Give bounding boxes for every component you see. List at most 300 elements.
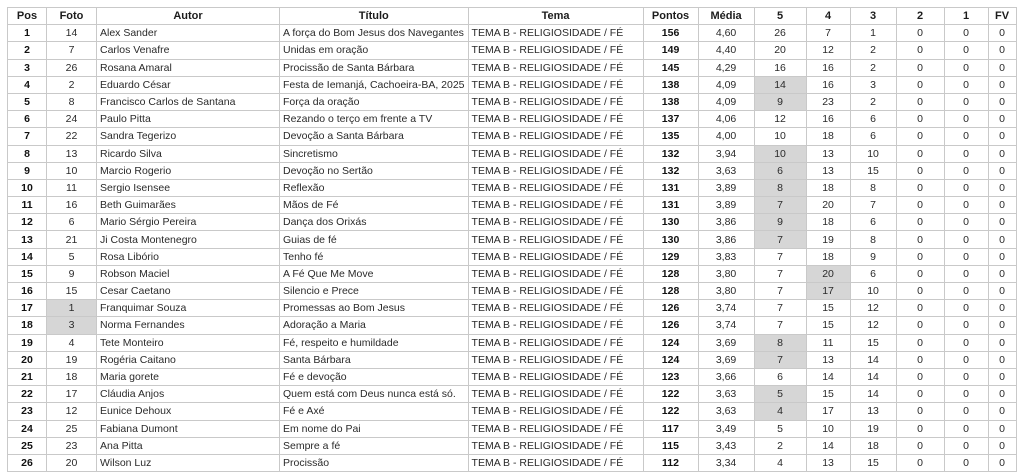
cell-titulo: Dança dos Orixás [280,214,469,231]
cell-votes-3: 6 [850,111,896,128]
cell-autor: Ana Pitta [97,437,280,454]
cell-votes-5: 4 [754,454,806,471]
cell-tema: TEMA B - RELIGIOSIDADE / FÉ [468,42,643,59]
cell-autor: Marcio Rogerio [97,162,280,179]
cell-votes-5: 5 [754,386,806,403]
cell-fv: 0 [988,300,1016,317]
col-header-titulo: Título [280,8,469,25]
cell-pos: 19 [8,334,47,351]
cell-autor: Robson Maciel [97,265,280,282]
cell-pos: 15 [8,265,47,282]
cell-votes-3: 8 [850,179,896,196]
table-row [8,420,1017,437]
cell-votes-4: 20 [806,197,850,214]
cell-votes-1: 0 [944,145,988,162]
cell-pontos: 124 [643,351,698,368]
cell-autor: Maria gorete [97,368,280,385]
cell-votes-1: 0 [944,248,988,265]
table-row [8,300,1017,317]
cell-votes-3: 12 [850,300,896,317]
cell-titulo: A Fé Que Me Move [280,265,469,282]
cell-pontos: 129 [643,248,698,265]
cell-tema: TEMA B - RELIGIOSIDADE / FÉ [468,317,643,334]
cell-fv: 0 [988,42,1016,59]
cell-media: 3,66 [698,368,754,385]
col-header-pontos: Pontos [643,8,698,25]
cell-tema: TEMA B - RELIGIOSIDADE / FÉ [468,454,643,471]
cell-autor: Wilson Luz [97,454,280,471]
cell-foto: 15 [47,283,97,300]
cell-votes-5: 8 [754,334,806,351]
cell-votes-3: 14 [850,386,896,403]
cell-foto: 14 [47,25,97,42]
table-row [8,437,1017,454]
cell-votes-1: 0 [944,42,988,59]
cell-foto: 7 [47,42,97,59]
table-row [8,454,1017,471]
cell-pos: 23 [8,403,47,420]
cell-votes-2: 0 [896,128,944,145]
table-row [8,145,1017,162]
cell-pos: 26 [8,454,47,471]
cell-votes-4: 16 [806,76,850,93]
table-row [8,386,1017,403]
cell-fv: 0 [988,265,1016,282]
cell-votes-1: 0 [944,283,988,300]
cell-votes-2: 0 [896,179,944,196]
cell-votes-3: 6 [850,265,896,282]
cell-pos: 8 [8,145,47,162]
cell-votes-2: 0 [896,42,944,59]
cell-fv: 0 [988,128,1016,145]
cell-tema: TEMA B - RELIGIOSIDADE / FÉ [468,93,643,110]
cell-pontos: 130 [643,214,698,231]
cell-media: 3,63 [698,403,754,420]
cell-tema: TEMA B - RELIGIOSIDADE / FÉ [468,231,643,248]
cell-votes-2: 0 [896,403,944,420]
cell-tema: TEMA B - RELIGIOSIDADE / FÉ [468,420,643,437]
cell-votes-2: 0 [896,317,944,334]
cell-votes-5: 7 [754,317,806,334]
cell-media: 3,49 [698,420,754,437]
cell-foto: 10 [47,162,97,179]
cell-pos: 22 [8,386,47,403]
header-row [8,8,1017,25]
cell-media: 3,94 [698,145,754,162]
cell-votes-3: 2 [850,42,896,59]
cell-votes-3: 14 [850,368,896,385]
cell-autor: Eunice Dehoux [97,403,280,420]
table-row [8,283,1017,300]
cell-votes-3: 7 [850,197,896,214]
cell-pontos: 122 [643,403,698,420]
cell-tema: TEMA B - RELIGIOSIDADE / FÉ [468,197,643,214]
cell-votes-2: 0 [896,300,944,317]
cell-votes-1: 0 [944,128,988,145]
cell-pos: 6 [8,111,47,128]
table-row [8,351,1017,368]
cell-autor: Alex Sander [97,25,280,42]
cell-autor: Ji Costa Montenegro [97,231,280,248]
cell-titulo: Unidas em oração [280,42,469,59]
cell-pos: 2 [8,42,47,59]
cell-tema: TEMA B - RELIGIOSIDADE / FÉ [468,179,643,196]
cell-fv: 0 [988,420,1016,437]
cell-pontos: 115 [643,437,698,454]
cell-tema: TEMA B - RELIGIOSIDADE / FÉ [468,248,643,265]
cell-fv: 0 [988,231,1016,248]
cell-votes-2: 0 [896,351,944,368]
cell-foto: 8 [47,93,97,110]
cell-tema: TEMA B - RELIGIOSIDADE / FÉ [468,76,643,93]
cell-tema: TEMA B - RELIGIOSIDADE / FÉ [468,214,643,231]
cell-media: 3,43 [698,437,754,454]
cell-fv: 0 [988,76,1016,93]
cell-media: 3,74 [698,317,754,334]
cell-votes-2: 0 [896,231,944,248]
cell-titulo: Quem está com Deus nunca está só. [280,386,469,403]
cell-pontos: 156 [643,25,698,42]
cell-pontos: 112 [643,454,698,471]
cell-fv: 0 [988,317,1016,334]
cell-titulo: Mãos de Fé [280,197,469,214]
cell-votes-3: 15 [850,454,896,471]
cell-pos: 4 [8,76,47,93]
cell-pos: 3 [8,59,47,76]
col-header-media: Média [698,8,754,25]
cell-foto: 22 [47,128,97,145]
cell-titulo: Festa de Iemanjá, Cachoeira-BA, 2025 [280,76,469,93]
cell-media: 4,06 [698,111,754,128]
cell-votes-4: 18 [806,214,850,231]
cell-votes-2: 0 [896,111,944,128]
cell-votes-1: 0 [944,351,988,368]
cell-votes-3: 14 [850,351,896,368]
cell-media: 3,69 [698,334,754,351]
cell-votes-4: 20 [806,265,850,282]
cell-votes-3: 9 [850,248,896,265]
cell-titulo: Promessas ao Bom Jesus [280,300,469,317]
cell-media: 3,69 [698,351,754,368]
cell-media: 3,74 [698,300,754,317]
col-header-5: 5 [754,8,806,25]
cell-tema: TEMA B - RELIGIOSIDADE / FÉ [468,403,643,420]
cell-votes-3: 12 [850,317,896,334]
cell-votes-3: 18 [850,437,896,454]
cell-votes-4: 13 [806,162,850,179]
table-row [8,231,1017,248]
cell-votes-1: 0 [944,420,988,437]
cell-pos: 21 [8,368,47,385]
cell-autor: Ricardo Silva [97,145,280,162]
cell-autor: Norma Fernandes [97,317,280,334]
table-row [8,214,1017,231]
cell-foto: 17 [47,386,97,403]
cell-foto: 1 [47,300,97,317]
cell-autor: Sandra Tegerizo [97,128,280,145]
cell-votes-4: 15 [806,317,850,334]
cell-votes-5: 7 [754,197,806,214]
cell-pontos: 132 [643,162,698,179]
cell-titulo: Fé e devoção [280,368,469,385]
cell-votes-5: 7 [754,248,806,265]
cell-media: 3,86 [698,214,754,231]
cell-pos: 13 [8,231,47,248]
cell-pos: 18 [8,317,47,334]
cell-pontos: 117 [643,420,698,437]
col-header-3: 3 [850,8,896,25]
cell-foto: 2 [47,76,97,93]
cell-votes-2: 0 [896,25,944,42]
cell-votes-5: 26 [754,25,806,42]
cell-votes-3: 13 [850,403,896,420]
cell-votes-3: 19 [850,420,896,437]
cell-foto: 5 [47,248,97,265]
cell-titulo: Sincretismo [280,145,469,162]
cell-votes-2: 0 [896,386,944,403]
cell-pos: 14 [8,248,47,265]
cell-media: 3,63 [698,162,754,179]
cell-votes-4: 10 [806,420,850,437]
cell-pontos: 149 [643,42,698,59]
cell-votes-1: 0 [944,162,988,179]
cell-votes-1: 0 [944,231,988,248]
cell-pontos: 137 [643,111,698,128]
cell-autor: Cláudia Anjos [97,386,280,403]
cell-autor: Carlos Venafre [97,42,280,59]
cell-pos: 25 [8,437,47,454]
cell-pontos: 138 [643,76,698,93]
cell-votes-5: 2 [754,437,806,454]
cell-autor: Fabiana Dumont [97,420,280,437]
cell-votes-2: 0 [896,283,944,300]
col-header-pos: Pos [8,8,47,25]
cell-pos: 9 [8,162,47,179]
cell-votes-3: 2 [850,59,896,76]
cell-votes-4: 13 [806,454,850,471]
cell-pontos: 131 [643,197,698,214]
cell-votes-2: 0 [896,334,944,351]
cell-votes-5: 7 [754,265,806,282]
cell-pontos: 123 [643,368,698,385]
cell-fv: 0 [988,162,1016,179]
cell-votes-3: 10 [850,145,896,162]
cell-votes-5: 12 [754,111,806,128]
table-row [8,162,1017,179]
cell-votes-5: 6 [754,368,806,385]
cell-votes-5: 7 [754,231,806,248]
table-row [8,265,1017,282]
cell-votes-2: 0 [896,420,944,437]
cell-votes-1: 0 [944,386,988,403]
cell-votes-4: 13 [806,351,850,368]
cell-foto: 21 [47,231,97,248]
cell-tema: TEMA B - RELIGIOSIDADE / FÉ [468,386,643,403]
cell-foto: 24 [47,111,97,128]
cell-autor: Rosana Amaral [97,59,280,76]
results-table-container [7,7,1017,472]
cell-fv: 0 [988,334,1016,351]
table-row [8,111,1017,128]
cell-votes-2: 0 [896,93,944,110]
cell-pontos: 126 [643,300,698,317]
cell-fv: 0 [988,437,1016,454]
cell-pontos: 126 [643,317,698,334]
table-row [8,59,1017,76]
cell-foto: 16 [47,197,97,214]
cell-votes-5: 9 [754,214,806,231]
cell-tema: TEMA B - RELIGIOSIDADE / FÉ [468,162,643,179]
cell-foto: 25 [47,420,97,437]
table-row [8,368,1017,385]
cell-votes-5: 7 [754,283,806,300]
cell-votes-4: 23 [806,93,850,110]
cell-pos: 7 [8,128,47,145]
cell-votes-5: 4 [754,403,806,420]
cell-votes-3: 10 [850,283,896,300]
cell-fv: 0 [988,111,1016,128]
cell-pontos: 132 [643,145,698,162]
cell-tema: TEMA B - RELIGIOSIDADE / FÉ [468,437,643,454]
cell-votes-1: 0 [944,368,988,385]
cell-votes-3: 3 [850,76,896,93]
cell-titulo: Rezando o terço em frente a TV [280,111,469,128]
cell-votes-4: 16 [806,111,850,128]
cell-titulo: Guias de fé [280,231,469,248]
cell-media: 3,89 [698,179,754,196]
cell-votes-5: 10 [754,128,806,145]
cell-fv: 0 [988,454,1016,471]
cell-votes-4: 18 [806,128,850,145]
cell-tema: TEMA B - RELIGIOSIDADE / FÉ [468,128,643,145]
cell-pontos: 128 [643,283,698,300]
cell-media: 3,83 [698,248,754,265]
cell-titulo: Silencio e Prece [280,283,469,300]
cell-fv: 0 [988,214,1016,231]
cell-titulo: Tenho fé [280,248,469,265]
cell-votes-3: 15 [850,162,896,179]
cell-votes-1: 0 [944,197,988,214]
cell-votes-5: 20 [754,42,806,59]
cell-titulo: Adoração a Maria [280,317,469,334]
cell-votes-3: 1 [850,25,896,42]
cell-votes-1: 0 [944,403,988,420]
col-header-foto: Foto [47,8,97,25]
cell-votes-1: 0 [944,93,988,110]
cell-titulo: A força do Bom Jesus dos Navegantes [280,25,469,42]
cell-votes-1: 0 [944,300,988,317]
col-header-4: 4 [806,8,850,25]
cell-votes-4: 17 [806,283,850,300]
col-header-autor: Autor [97,8,280,25]
cell-tema: TEMA B - RELIGIOSIDADE / FÉ [468,334,643,351]
cell-votes-4: 15 [806,386,850,403]
cell-foto: 26 [47,59,97,76]
cell-pos: 5 [8,93,47,110]
cell-media: 3,63 [698,386,754,403]
cell-votes-5: 8 [754,179,806,196]
cell-tema: TEMA B - RELIGIOSIDADE / FÉ [468,145,643,162]
cell-pontos: 131 [643,179,698,196]
cell-foto: 18 [47,368,97,385]
cell-votes-3: 6 [850,214,896,231]
cell-votes-5: 7 [754,300,806,317]
cell-tema: TEMA B - RELIGIOSIDADE / FÉ [468,283,643,300]
cell-pontos: 124 [643,334,698,351]
cell-pos: 11 [8,197,47,214]
cell-votes-4: 18 [806,179,850,196]
cell-foto: 9 [47,265,97,282]
col-header-fv: FV [988,8,1016,25]
cell-votes-3: 8 [850,231,896,248]
cell-pontos: 122 [643,386,698,403]
cell-pos: 17 [8,300,47,317]
cell-media: 3,80 [698,265,754,282]
cell-media: 4,09 [698,93,754,110]
col-header-2: 2 [896,8,944,25]
cell-votes-4: 11 [806,334,850,351]
cell-votes-3: 2 [850,93,896,110]
cell-fv: 0 [988,368,1016,385]
cell-titulo: Força da oração [280,93,469,110]
cell-votes-2: 0 [896,145,944,162]
cell-pontos: 135 [643,128,698,145]
table-row [8,76,1017,93]
cell-autor: Mario Sérgio Pereira [97,214,280,231]
cell-votes-2: 0 [896,265,944,282]
cell-pos: 1 [8,25,47,42]
cell-pos: 16 [8,283,47,300]
cell-votes-4: 16 [806,59,850,76]
cell-foto: 4 [47,334,97,351]
cell-media: 3,80 [698,283,754,300]
cell-votes-4: 18 [806,248,850,265]
cell-votes-4: 13 [806,145,850,162]
cell-votes-4: 14 [806,437,850,454]
results-table [7,7,1017,472]
table-row [8,334,1017,351]
cell-titulo: Fé, respeito e humildade [280,334,469,351]
cell-pos: 12 [8,214,47,231]
cell-votes-2: 0 [896,437,944,454]
cell-titulo: Sempre a fé [280,437,469,454]
cell-autor: Paulo Pitta [97,111,280,128]
cell-media: 4,60 [698,25,754,42]
cell-votes-1: 0 [944,25,988,42]
cell-votes-3: 6 [850,128,896,145]
table-row [8,25,1017,42]
cell-fv: 0 [988,25,1016,42]
col-header-tema: Tema [468,8,643,25]
cell-foto: 20 [47,454,97,471]
cell-autor: Rosa Libório [97,248,280,265]
cell-pontos: 145 [643,59,698,76]
table-row [8,248,1017,265]
cell-tema: TEMA B - RELIGIOSIDADE / FÉ [468,368,643,385]
cell-fv: 0 [988,248,1016,265]
cell-fv: 0 [988,179,1016,196]
cell-media: 4,09 [698,76,754,93]
cell-media: 4,40 [698,42,754,59]
cell-tema: TEMA B - RELIGIOSIDADE / FÉ [468,25,643,42]
cell-titulo: Devoção a Santa Bárbara [280,128,469,145]
cell-foto: 6 [47,214,97,231]
cell-votes-1: 0 [944,334,988,351]
cell-tema: TEMA B - RELIGIOSIDADE / FÉ [468,351,643,368]
cell-autor: Sergio Isensee [97,179,280,196]
cell-tema: TEMA B - RELIGIOSIDADE / FÉ [468,59,643,76]
cell-media: 4,00 [698,128,754,145]
